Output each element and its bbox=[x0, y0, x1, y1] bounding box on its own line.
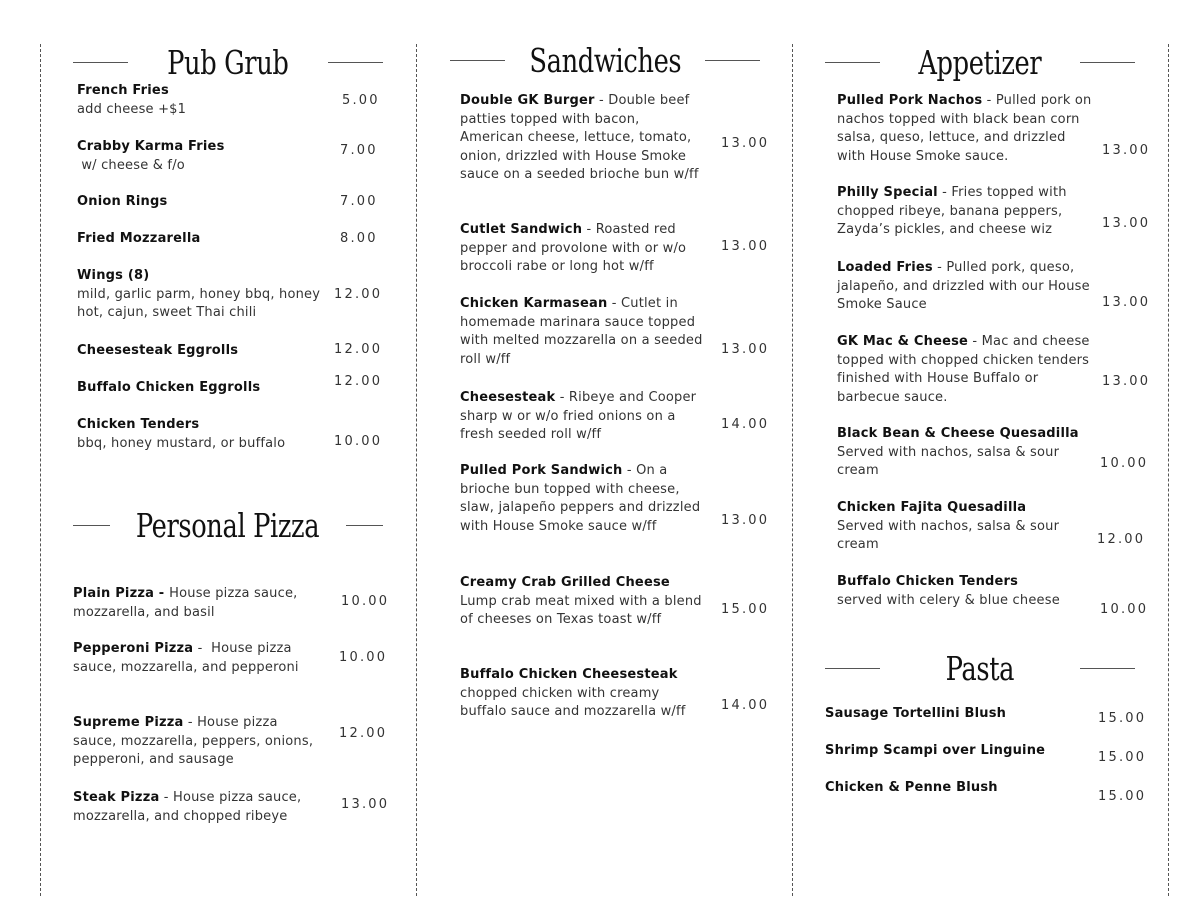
item-price: 13.00 bbox=[1102, 374, 1151, 389]
item-name: Shrimp Scampi over Linguine bbox=[825, 743, 1046, 758]
menu-item-sausage-tortellini-blush bbox=[825, 705, 1085, 724]
item-desc: Served with nachos, salsa & sour cream bbox=[837, 444, 1060, 478]
item-price: 12.00 bbox=[1097, 532, 1146, 547]
appetizer-title: Appetizer bbox=[918, 42, 1042, 82]
item-desc: - House pizza sauce, mozzarella, and pepperoni bbox=[73, 641, 299, 675]
item-name: Pulled Pork Nachos bbox=[837, 93, 983, 108]
pasta-heading bbox=[825, 648, 1135, 688]
item-price: 13.00 bbox=[1102, 143, 1151, 158]
item-name: French Fries bbox=[77, 83, 169, 98]
item-name: Wings (8) bbox=[77, 268, 150, 283]
item-desc: served with celery & blue cheese bbox=[837, 592, 1060, 608]
item-name: Supreme Pizza bbox=[73, 715, 184, 730]
personal-pizza-heading bbox=[73, 505, 383, 545]
pub-grub-heading bbox=[73, 42, 383, 82]
item-desc: - Cutlet in homemade marinara sauce topped with melted mozzarella on a seeded roll w/ff bbox=[460, 296, 703, 367]
menu-item-philly-special bbox=[837, 184, 1092, 240]
menu-item-plain-pizza bbox=[73, 585, 318, 622]
menu-item-crabby-karma-fries bbox=[77, 138, 327, 175]
item-desc: - Double beef patties topped with bacon, American cheese, lettuce, tomato, onion, drizzled with House Smoke sauce on a seeded brioche bun w/ff bbox=[460, 93, 699, 182]
divider-left bbox=[40, 44, 41, 896]
personal-pizza-title: Personal Pizza bbox=[136, 505, 320, 545]
item-desc: Served with nachos, salsa & sour cream bbox=[837, 518, 1060, 552]
item-name: Chicken Tenders bbox=[77, 417, 200, 432]
item-name: Creamy Crab Grilled Cheese bbox=[460, 575, 670, 590]
menu-item-pepperoni-pizza bbox=[73, 640, 318, 677]
item-desc: - Pulled pork on nachos topped with black bean corn salsa, queso, lettuce, and drizzled with House Smoke sauce. bbox=[837, 93, 1092, 164]
item-price: 14.00 bbox=[721, 698, 770, 713]
menu-item-chicken-penne-blush bbox=[825, 779, 1085, 798]
item-name: Philly Special bbox=[837, 185, 938, 200]
item-name: Pulled Pork Sandwich bbox=[460, 463, 623, 478]
sandwiches-title: Sandwiches bbox=[529, 40, 681, 80]
item-price: 13.00 bbox=[721, 342, 770, 357]
item-desc: - Ribeye and Cooper sharp w or w/o fried onions on a fresh seeded roll w/ff bbox=[460, 390, 697, 442]
item-price: 8.00 bbox=[340, 231, 378, 246]
sandwiches-heading bbox=[450, 40, 760, 80]
item-name: Onion Rings bbox=[77, 194, 168, 209]
menu-item-creamy-crab-grilled-cheese bbox=[460, 574, 706, 630]
divider-right bbox=[1168, 44, 1169, 896]
item-desc: - House pizza sauce, mozzarella, peppers, onions, pepperoni, and sausage bbox=[73, 715, 314, 767]
item-name: Steak Pizza bbox=[73, 790, 160, 805]
item-name: Cutlet Sandwich bbox=[460, 222, 583, 237]
item-name: Fried Mozzarella bbox=[77, 231, 201, 246]
item-price: 13.00 bbox=[721, 513, 770, 528]
item-price: 13.00 bbox=[1102, 295, 1151, 310]
menu-item-fried-mozzarella bbox=[77, 230, 327, 249]
menu-item-french-fries bbox=[77, 82, 327, 119]
menu-item-onion-rings bbox=[77, 193, 327, 212]
item-price: 13.00 bbox=[721, 136, 770, 151]
item-price: 10.00 bbox=[341, 594, 390, 609]
menu-item-gk-mac-and-cheese bbox=[837, 333, 1092, 407]
item-desc: - On a brioche bun topped with cheese, slaw, jalapeño peppers and drizzled with House Smoke sauce w/ff bbox=[460, 463, 701, 534]
item-name: Crabby Karma Fries bbox=[77, 139, 225, 154]
item-price: 7.00 bbox=[340, 194, 378, 209]
item-price: 14.00 bbox=[721, 417, 770, 432]
item-desc: mild, garlic parm, honey bbq, honey hot, cajun, sweet Thai chili bbox=[77, 286, 321, 320]
item-price: 15.00 bbox=[1098, 789, 1147, 804]
item-name: GK Mac & Cheese bbox=[837, 334, 969, 349]
item-price: 10.00 bbox=[334, 434, 383, 449]
item-price: 12.00 bbox=[334, 374, 383, 389]
item-price: 12.00 bbox=[334, 287, 383, 302]
menu-item-loaded-fries bbox=[837, 259, 1092, 315]
menu-item-black-bean-cheese-quesadilla bbox=[837, 425, 1092, 481]
item-name: Cheesesteak Eggrolls bbox=[77, 343, 239, 358]
menu-item-chicken-tenders bbox=[77, 416, 327, 453]
item-price: 7.00 bbox=[340, 143, 378, 158]
item-name: Chicken & Penne Blush bbox=[825, 780, 998, 795]
item-name: Pepperoni Pizza bbox=[73, 641, 194, 656]
item-price: 15.00 bbox=[721, 602, 770, 617]
item-price: 12.00 bbox=[334, 342, 383, 357]
item-name: Buffalo Chicken Cheesesteak bbox=[460, 667, 678, 682]
item-name: Plain Pizza - bbox=[73, 586, 170, 601]
item-desc: - Fries topped with chopped ribeye, banana peppers, Zayda’s pickles, and cheese wiz bbox=[837, 185, 1067, 237]
item-price: 5.00 bbox=[342, 93, 380, 108]
menu-item-cutlet-sandwich bbox=[460, 221, 706, 277]
item-name: Chicken Karmasean bbox=[460, 296, 608, 311]
divider-center-left bbox=[416, 44, 417, 896]
menu-item-pulled-pork-sandwich bbox=[460, 462, 706, 536]
item-desc: add cheese +$1 bbox=[77, 101, 187, 117]
menu-item-pulled-pork-nachos bbox=[837, 92, 1092, 166]
item-price: 10.00 bbox=[1100, 456, 1149, 471]
item-desc: w/ cheese & f/o bbox=[77, 157, 185, 173]
item-price: 13.00 bbox=[1102, 216, 1151, 231]
menu-item-double-gk-burger bbox=[460, 92, 706, 185]
item-name: Buffalo Chicken Tenders bbox=[837, 574, 1019, 589]
item-price: 15.00 bbox=[1098, 750, 1147, 765]
item-desc: Lump crab meat mixed with a blend of cheeses on Texas toast w/ff bbox=[460, 593, 702, 627]
item-desc: - Pulled pork, queso, jalapeño, and drizzled with our House Smoke Sauce bbox=[837, 260, 1090, 312]
item-desc: - Roasted red pepper and provolone with or w/o broccoli rabe or long hot w/ff bbox=[460, 222, 687, 274]
item-desc: - Mac and cheese topped with chopped chicken tenders finished with House Buffalo or barbecue sauce. bbox=[837, 334, 1090, 405]
item-price: 13.00 bbox=[721, 239, 770, 254]
item-name: Loaded Fries bbox=[837, 260, 933, 275]
pub-grub-title: Pub Grub bbox=[167, 42, 289, 82]
item-name: Double GK Burger bbox=[460, 93, 595, 108]
item-price: 15.00 bbox=[1098, 711, 1147, 726]
item-desc: chopped chicken with creamy buffalo sauce and mozzarella w/ff bbox=[460, 685, 686, 719]
item-price: 13.00 bbox=[341, 797, 390, 812]
item-desc: - House pizza sauce, mozzarella, and chopped ribeye bbox=[73, 790, 302, 824]
item-name: Chicken Fajita Quesadilla bbox=[837, 500, 1027, 515]
item-name: Buffalo Chicken Eggrolls bbox=[77, 380, 261, 395]
item-name: Cheesesteak bbox=[460, 390, 556, 405]
menu-item-shrimp-scampi bbox=[825, 742, 1085, 761]
divider-center-right bbox=[792, 44, 793, 896]
pasta-title: Pasta bbox=[945, 648, 1015, 688]
menu-item-buffalo-chicken-cheesesteak bbox=[460, 666, 706, 722]
item-name: Sausage Tortellini Blush bbox=[825, 706, 1007, 721]
menu-item-wings bbox=[77, 267, 327, 323]
item-desc: bbq, honey mustard, or buffalo bbox=[77, 435, 286, 451]
item-name: Black Bean & Cheese Quesadilla bbox=[837, 426, 1079, 441]
item-price: 12.00 bbox=[339, 726, 388, 741]
menu-item-cheesesteak-eggrolls bbox=[77, 342, 327, 361]
item-price: 10.00 bbox=[339, 650, 388, 665]
item-price: 10.00 bbox=[1100, 602, 1149, 617]
appetizer-heading bbox=[825, 42, 1135, 82]
menu-item-buffalo-chicken-tenders bbox=[837, 573, 1092, 610]
item-desc: House pizza sauce, mozzarella, and basil bbox=[73, 586, 298, 620]
menu-item-cheesesteak bbox=[460, 389, 706, 445]
menu-item-chicken-fajita-quesadilla bbox=[837, 499, 1092, 555]
menu-item-chicken-karmasean bbox=[460, 295, 706, 369]
menu-item-supreme-pizza bbox=[73, 714, 318, 770]
menu-item-steak-pizza bbox=[73, 789, 318, 826]
menu-item-buffalo-chicken-eggrolls bbox=[77, 379, 327, 398]
